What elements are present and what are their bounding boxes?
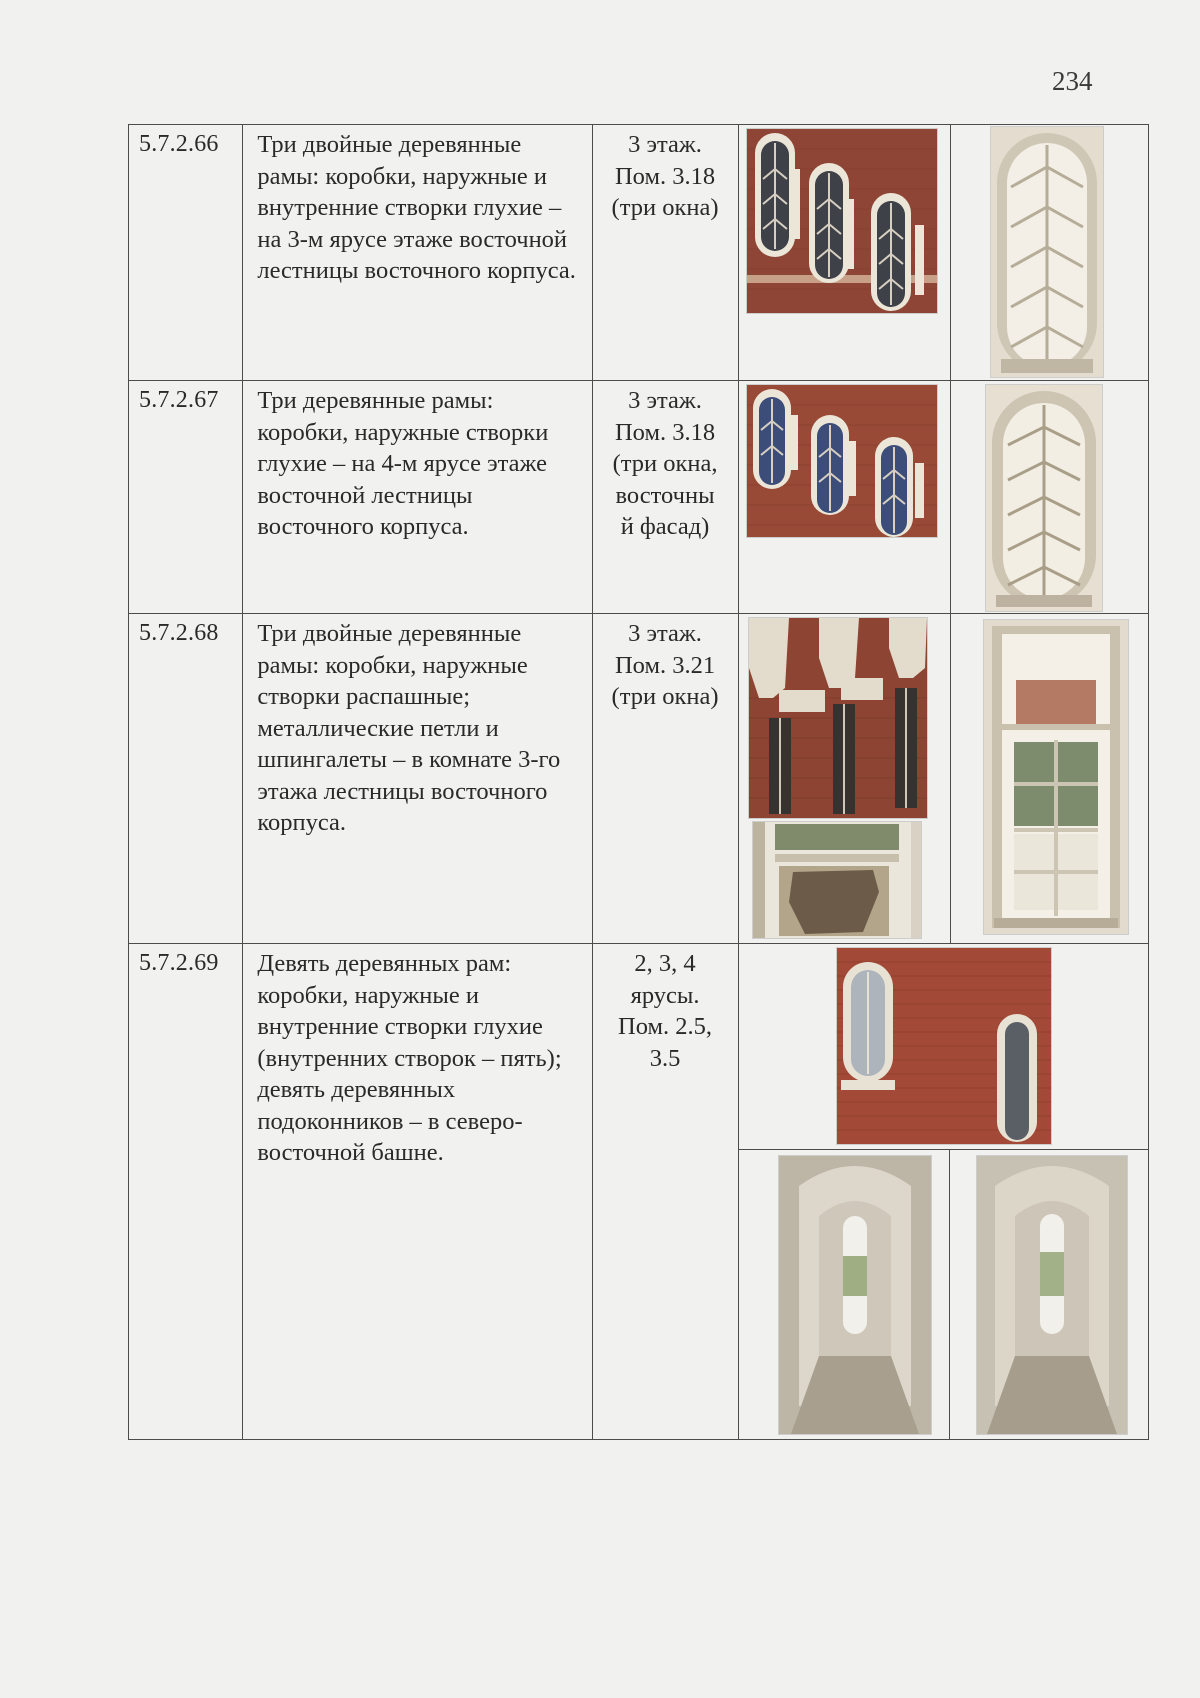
item-location: 3 этаж. Пом. 3.18 (три окна, восточны й фасад) [612, 387, 718, 540]
photo-cell [738, 944, 1148, 1440]
item-description: Три двойные деревянные рамы: коробки, наружные и внутренние створки глухие – на 3-м ярусе этаже восточной лестницы восточного корпуса. [257, 131, 576, 284]
table-row [129, 614, 1149, 944]
cell-divider [949, 1149, 950, 1439]
item-code: 5.7.2.68 [139, 620, 219, 646]
tower-facade-windows-photo [837, 948, 1051, 1144]
table-row [129, 125, 1149, 381]
photo-cell [738, 381, 950, 614]
photo-cell [738, 125, 950, 381]
item-description: Три деревянные рамы: коробки, наружные створки глухие – на 4-м ярусе этаже восточной лестницы восточного корпуса. [257, 387, 549, 540]
item-location: 2, 3, 4 ярусы. Пом. 2.5, 3.5 [618, 950, 713, 1072]
window-niche-interior-photo [977, 1156, 1127, 1434]
item-description: Три двойные деревянные рамы: коробки, наружные створки распашные; металлические петли и шпингалеты – в комнате 3-го этажа лестницы восточного корпуса. [257, 620, 561, 836]
facade-windows-photo [747, 385, 937, 537]
photo-cell [950, 381, 1148, 614]
window-catalog-table [128, 124, 1149, 1440]
window-sash-detail-photo [753, 822, 921, 938]
photo-cell [738, 614, 950, 944]
table-row [129, 381, 1149, 614]
interior-arched-window-photo [991, 127, 1103, 377]
item-location: 3 этаж. Пом. 3.21 (три окна) [611, 620, 719, 710]
page-number: 234 [1052, 66, 1093, 96]
item-code: 5.7.2.66 [139, 131, 219, 157]
photo-cell [950, 125, 1148, 381]
item-location: 3 этаж. Пом. 3.18 (три окна) [611, 131, 719, 221]
window-niche-interior-photo [779, 1156, 931, 1434]
interior-arched-window-photo [986, 385, 1102, 611]
table-row [129, 944, 1149, 1440]
facade-corbels-photo [749, 618, 927, 818]
item-code: 5.7.2.69 [139, 950, 219, 976]
item-code: 5.7.2.67 [139, 387, 219, 413]
facade-windows-photo [747, 129, 937, 313]
photo-cell [950, 614, 1148, 944]
casement-window-photo [984, 620, 1128, 934]
cell-divider [739, 1149, 1148, 1150]
item-description: Девять деревянных рам: коробки, наружные и внутренние створки глухие (внутренних створок – пять); девять деревянных подоконников – в северо-восточной башне. [257, 950, 562, 1166]
